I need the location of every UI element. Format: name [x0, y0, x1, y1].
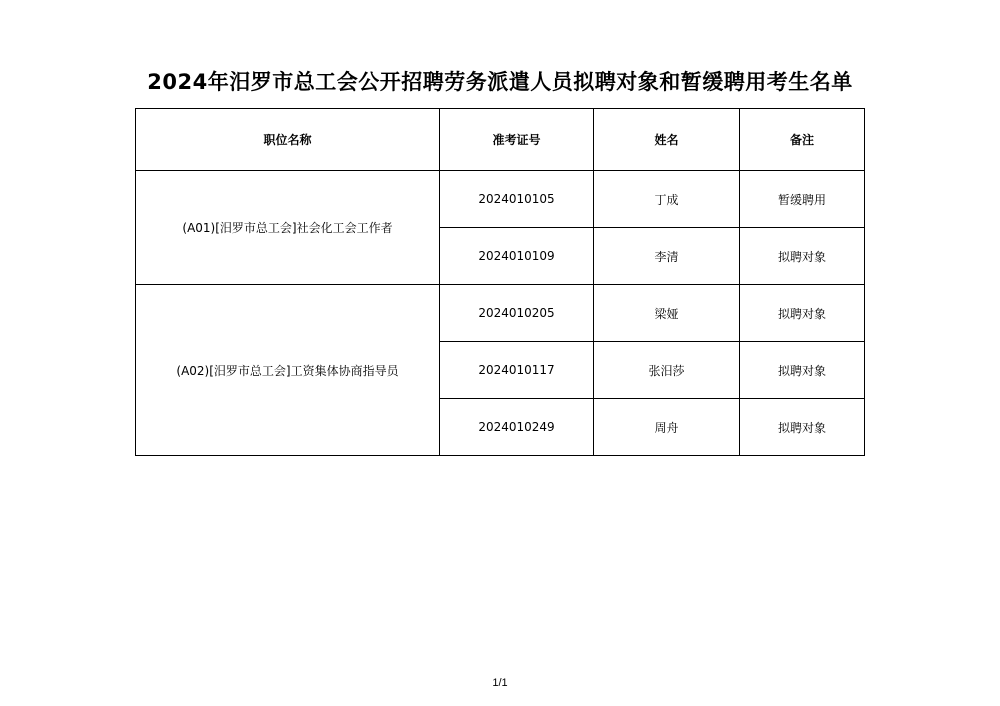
position-cell: (A01)[汨罗市总工会]社会化工会工作者	[136, 171, 440, 285]
table-header-row	[136, 109, 865, 171]
document-title: 2024年汨罗市总工会公开招聘劳务派遣人员拟聘对象和暂缓聘用考生名单	[147, 70, 853, 94]
note-cell: 拟聘对象	[740, 228, 865, 285]
name-cell: 梁娅	[594, 285, 740, 342]
exam-id-cell: 2024010249	[440, 399, 594, 456]
note-cell: 拟聘对象	[740, 285, 865, 342]
name-cell: 周舟	[594, 399, 740, 456]
header-name: 姓名	[594, 109, 740, 171]
exam-id-cell: 2024010105	[440, 171, 594, 228]
candidate-table	[135, 108, 865, 456]
name-cell: 李清	[594, 228, 740, 285]
table-row	[136, 171, 865, 228]
note-cell: 拟聘对象	[740, 399, 865, 456]
exam-id-cell: 2024010109	[440, 228, 594, 285]
table-row	[136, 285, 865, 342]
header-note: 备注	[740, 109, 865, 171]
page-number: 1/1	[492, 677, 508, 689]
name-cell: 张汨莎	[594, 342, 740, 399]
exam-id-cell: 2024010205	[440, 285, 594, 342]
note-cell: 暂缓聘用	[740, 171, 865, 228]
header-exam-id: 准考证号	[440, 109, 594, 171]
name-cell: 丁成	[594, 171, 740, 228]
header-position: 职位名称	[136, 109, 440, 171]
note-cell: 拟聘对象	[740, 342, 865, 399]
exam-id-cell: 2024010117	[440, 342, 594, 399]
position-cell: (A02)[汨罗市总工会]工资集体协商指导员	[136, 285, 440, 456]
